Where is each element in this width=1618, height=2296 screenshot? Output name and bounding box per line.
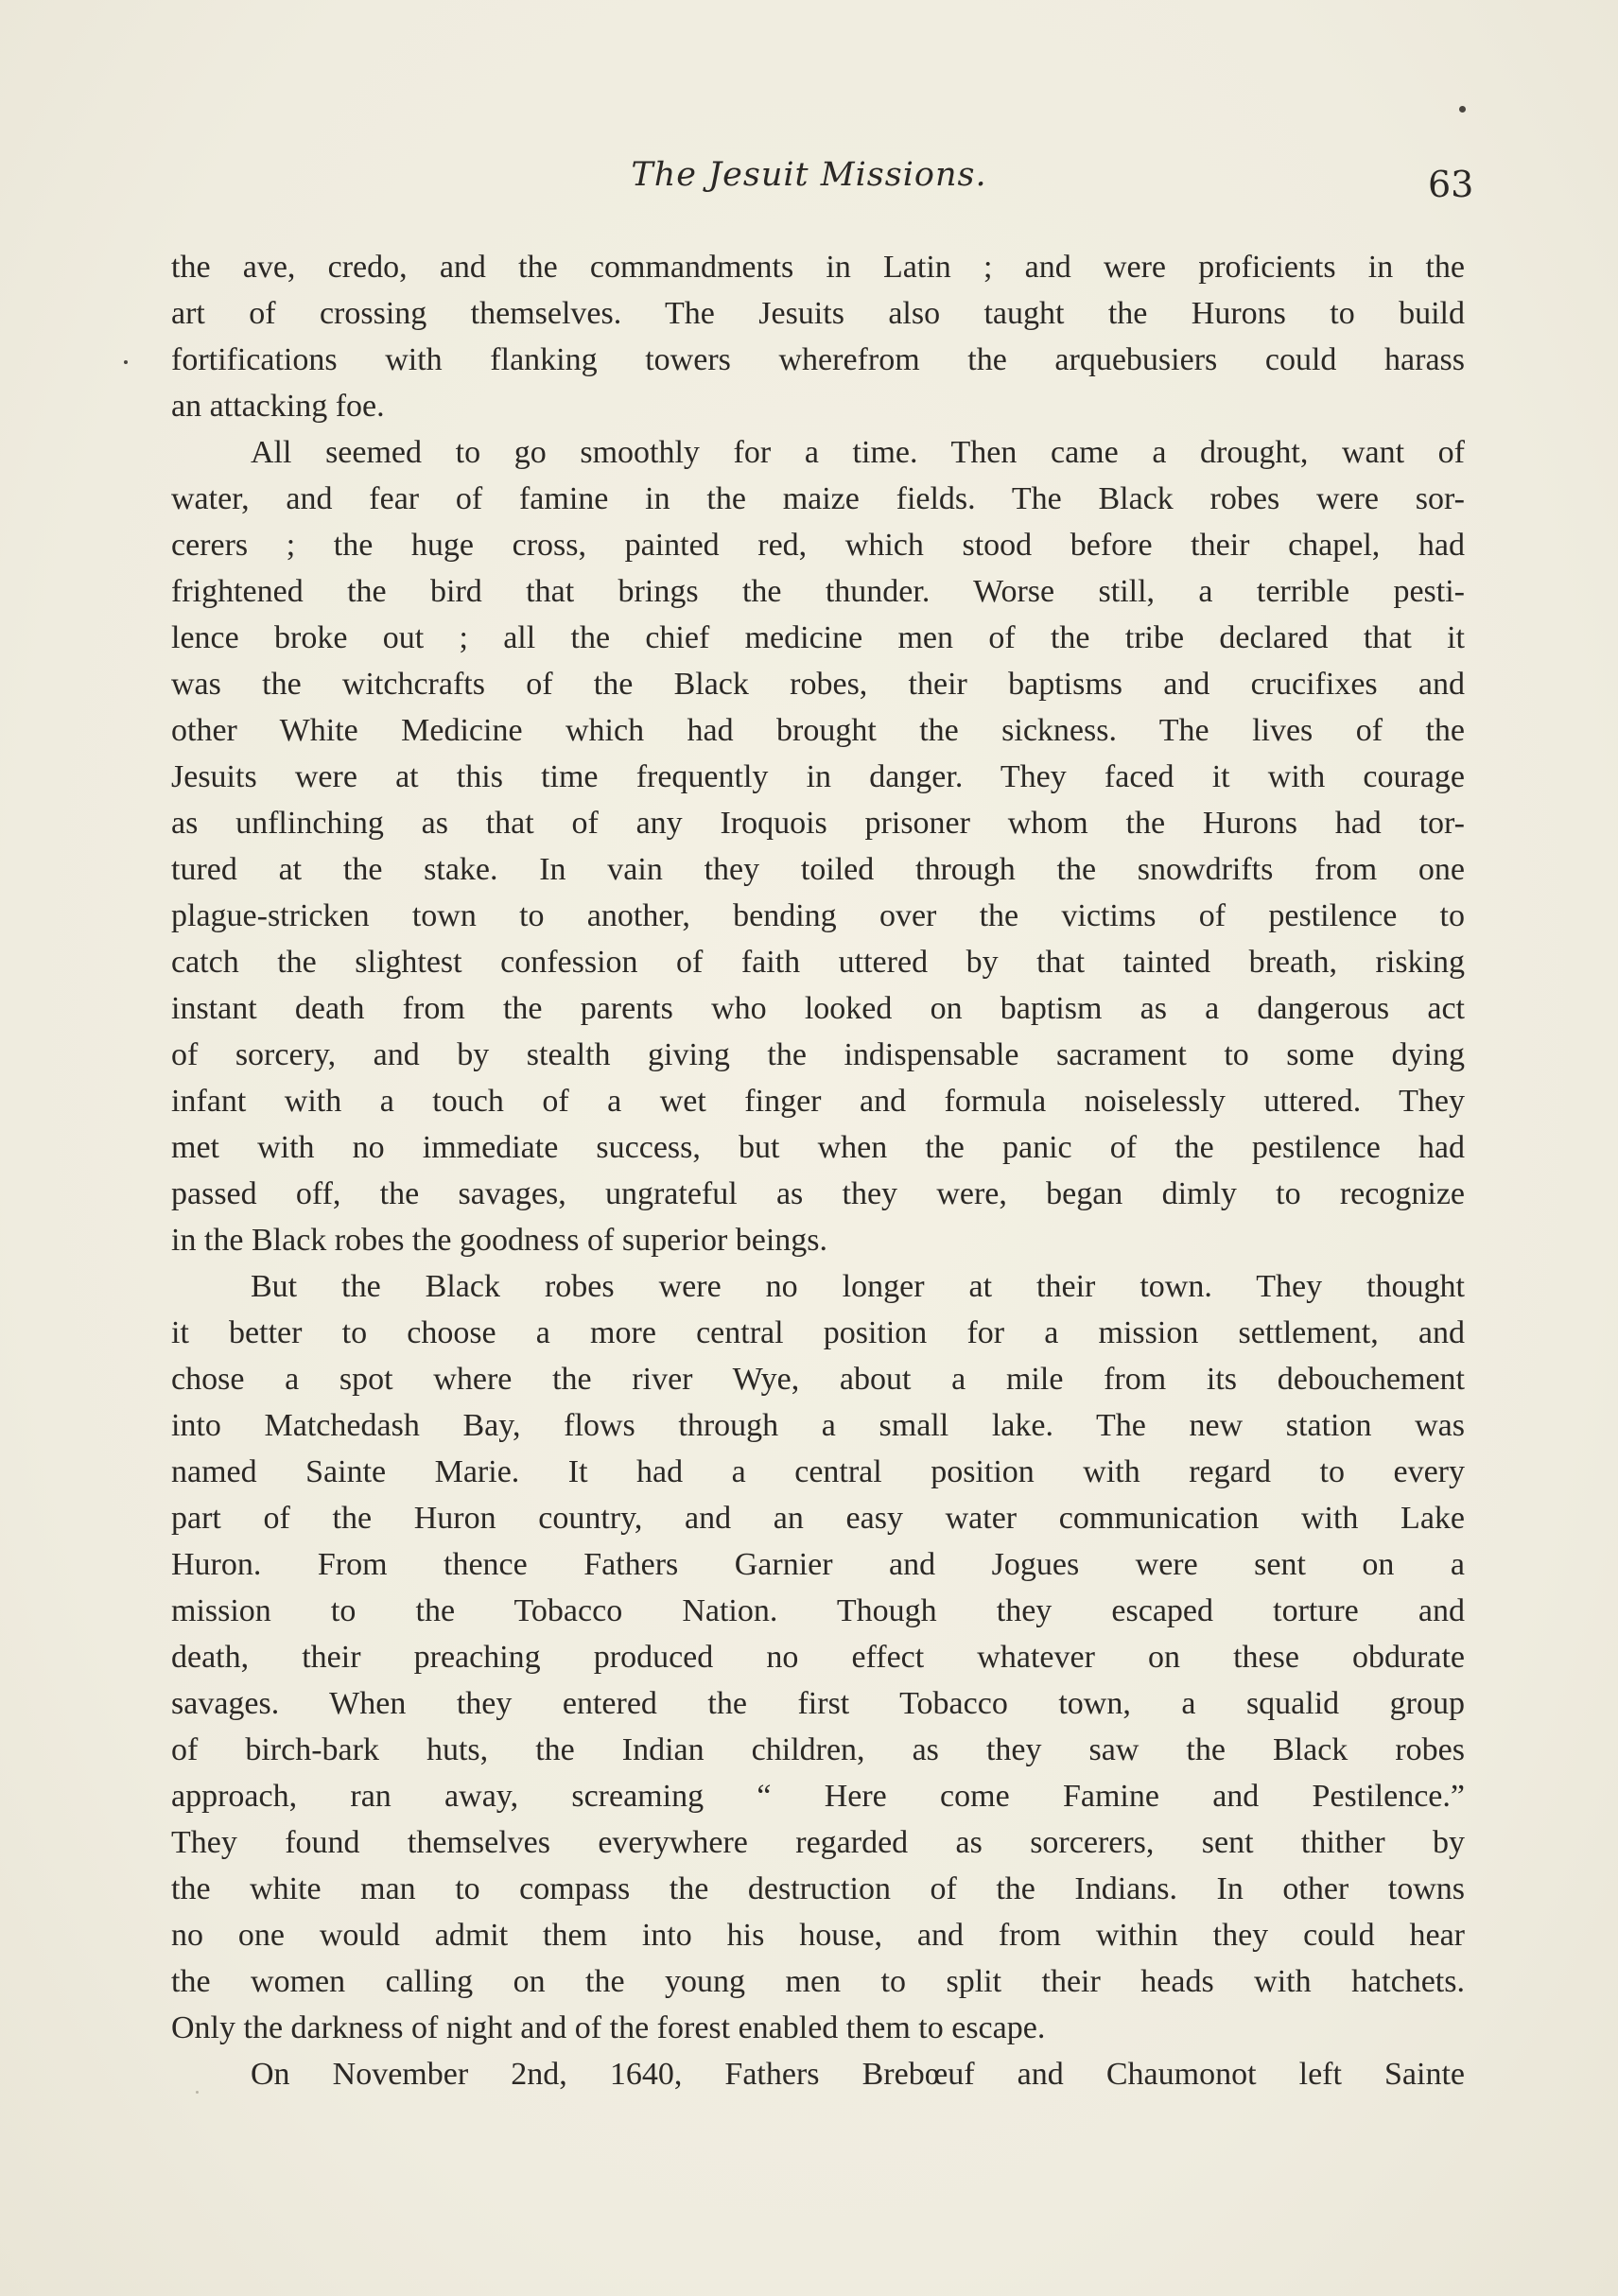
running-head bbox=[0, 156, 1618, 203]
text-line: All seemed to go smoothly for a time. Then came a drought, want of bbox=[251, 435, 1465, 470]
text-line: named Sainte Marie. It had a central position with regard to every bbox=[171, 1454, 1465, 1489]
text-line: plague-stricken town to another, bending over the victims of pestilence to bbox=[171, 898, 1465, 933]
page-number: 63 bbox=[1428, 164, 1474, 205]
text-line: savages. When they entered the first Tobacco town, a squalid group bbox=[171, 1686, 1465, 1721]
text-line: chose a spot where the river Wye, about a mile from its debouchement bbox=[171, 1362, 1465, 1397]
text-line: water, and fear of famine in the maize fields. The Black robes were sor- bbox=[171, 481, 1465, 516]
ink-speck bbox=[1459, 106, 1466, 113]
text-line: Only the darkness of night and of the forest enabled them to escape. bbox=[171, 2010, 1046, 2045]
text-line: of birch-bark huts, the Indian children, as they saw the Black robes bbox=[171, 1732, 1465, 1767]
text-line: into Matchedash Bay, flows through a small lake. The new station was bbox=[171, 1408, 1465, 1443]
text-line: the ave, credo, and the commandments in Latin ; and were proficients in the bbox=[171, 250, 1465, 285]
text-line: as unflinching as that of any Iroquois prisoner whom the Hurons had tor- bbox=[171, 806, 1465, 841]
text-line: an attacking foe. bbox=[171, 389, 385, 424]
text-line: other White Medicine which had brought the sickness. The lives of the bbox=[171, 713, 1465, 748]
text-line: Huron. From thence Fathers Garnier and Jogues were sent on a bbox=[171, 1547, 1465, 1582]
running-title: The Jesuit Missions. bbox=[631, 156, 987, 194]
text-line: catch the slightest confession of faith uttered by that tainted breath, risking bbox=[171, 945, 1465, 980]
text-line: the women calling on the young men to split their heads with hatchets. bbox=[171, 1964, 1465, 1999]
text-line: met with no immediate success, but when the panic of the pestilence had bbox=[171, 1130, 1465, 1165]
text-line: But the Black robes were no longer at their town. They thought bbox=[251, 1269, 1465, 1304]
text-line: fortifications with flanking towers wherefrom the arquebusiers could harass bbox=[171, 342, 1465, 377]
text-line: On November 2nd, 1640, Fathers Brebœuf and Chaumonot left Sainte bbox=[251, 2057, 1465, 2092]
text-line: no one would admit them into his house, and from within they could hear bbox=[171, 1918, 1465, 1953]
text-line: it better to choose a more central position for a mission settlement, and bbox=[171, 1315, 1465, 1350]
ink-speck bbox=[196, 2091, 199, 2094]
text-line: passed off, the savages, ungrateful as they were, began dimly to recognize bbox=[171, 1176, 1465, 1211]
text-line: infant with a touch of a wet finger and formula noiselessly uttered. They bbox=[171, 1084, 1465, 1119]
text-line: cerers ; the huge cross, painted red, which stood before their chapel, had bbox=[171, 528, 1465, 563]
text-line: frightened the bird that brings the thunder. Worse still, a terrible pesti- bbox=[171, 574, 1465, 609]
text-line: of sorcery, and by stealth giving the indispensable sacrament to some dying bbox=[171, 1037, 1465, 1072]
text-line: death, their preaching produced no effect whatever on these obdurate bbox=[171, 1640, 1465, 1675]
text-line: mission to the Tobacco Nation. Though they escaped torture and bbox=[171, 1593, 1465, 1628]
text-line: Jesuits were at this time frequently in danger. They faced it with courage bbox=[171, 759, 1465, 794]
text-line: in the Black robes the goodness of superior beings. bbox=[171, 1223, 828, 1258]
text-line: was the witchcrafts of the Black robes, their baptisms and crucifixes and bbox=[171, 667, 1465, 702]
text-line: tured at the stake. In vain they toiled through the snowdrifts from one bbox=[171, 852, 1465, 887]
text-line: art of crossing themselves. The Jesuits also taught the Hurons to build bbox=[171, 296, 1465, 331]
text-line: instant death from the parents who looked on baptism as a dangerous act bbox=[171, 991, 1465, 1026]
body-text bbox=[171, 244, 1465, 2097]
ink-speck bbox=[124, 360, 128, 364]
text-line: part of the Huron country, and an easy water communication with Lake bbox=[171, 1501, 1465, 1536]
text-line: approach, ran away, screaming “ Here come Famine and Pestilence.” bbox=[171, 1779, 1465, 1814]
text-line: They found themselves everywhere regarded as sorcerers, sent thither by bbox=[171, 1825, 1465, 1860]
text-line: lence broke out ; all the chief medicine men of the tribe declared that it bbox=[171, 620, 1465, 655]
text-line: the white man to compass the destruction of the Indians. In other towns bbox=[171, 1871, 1465, 1906]
